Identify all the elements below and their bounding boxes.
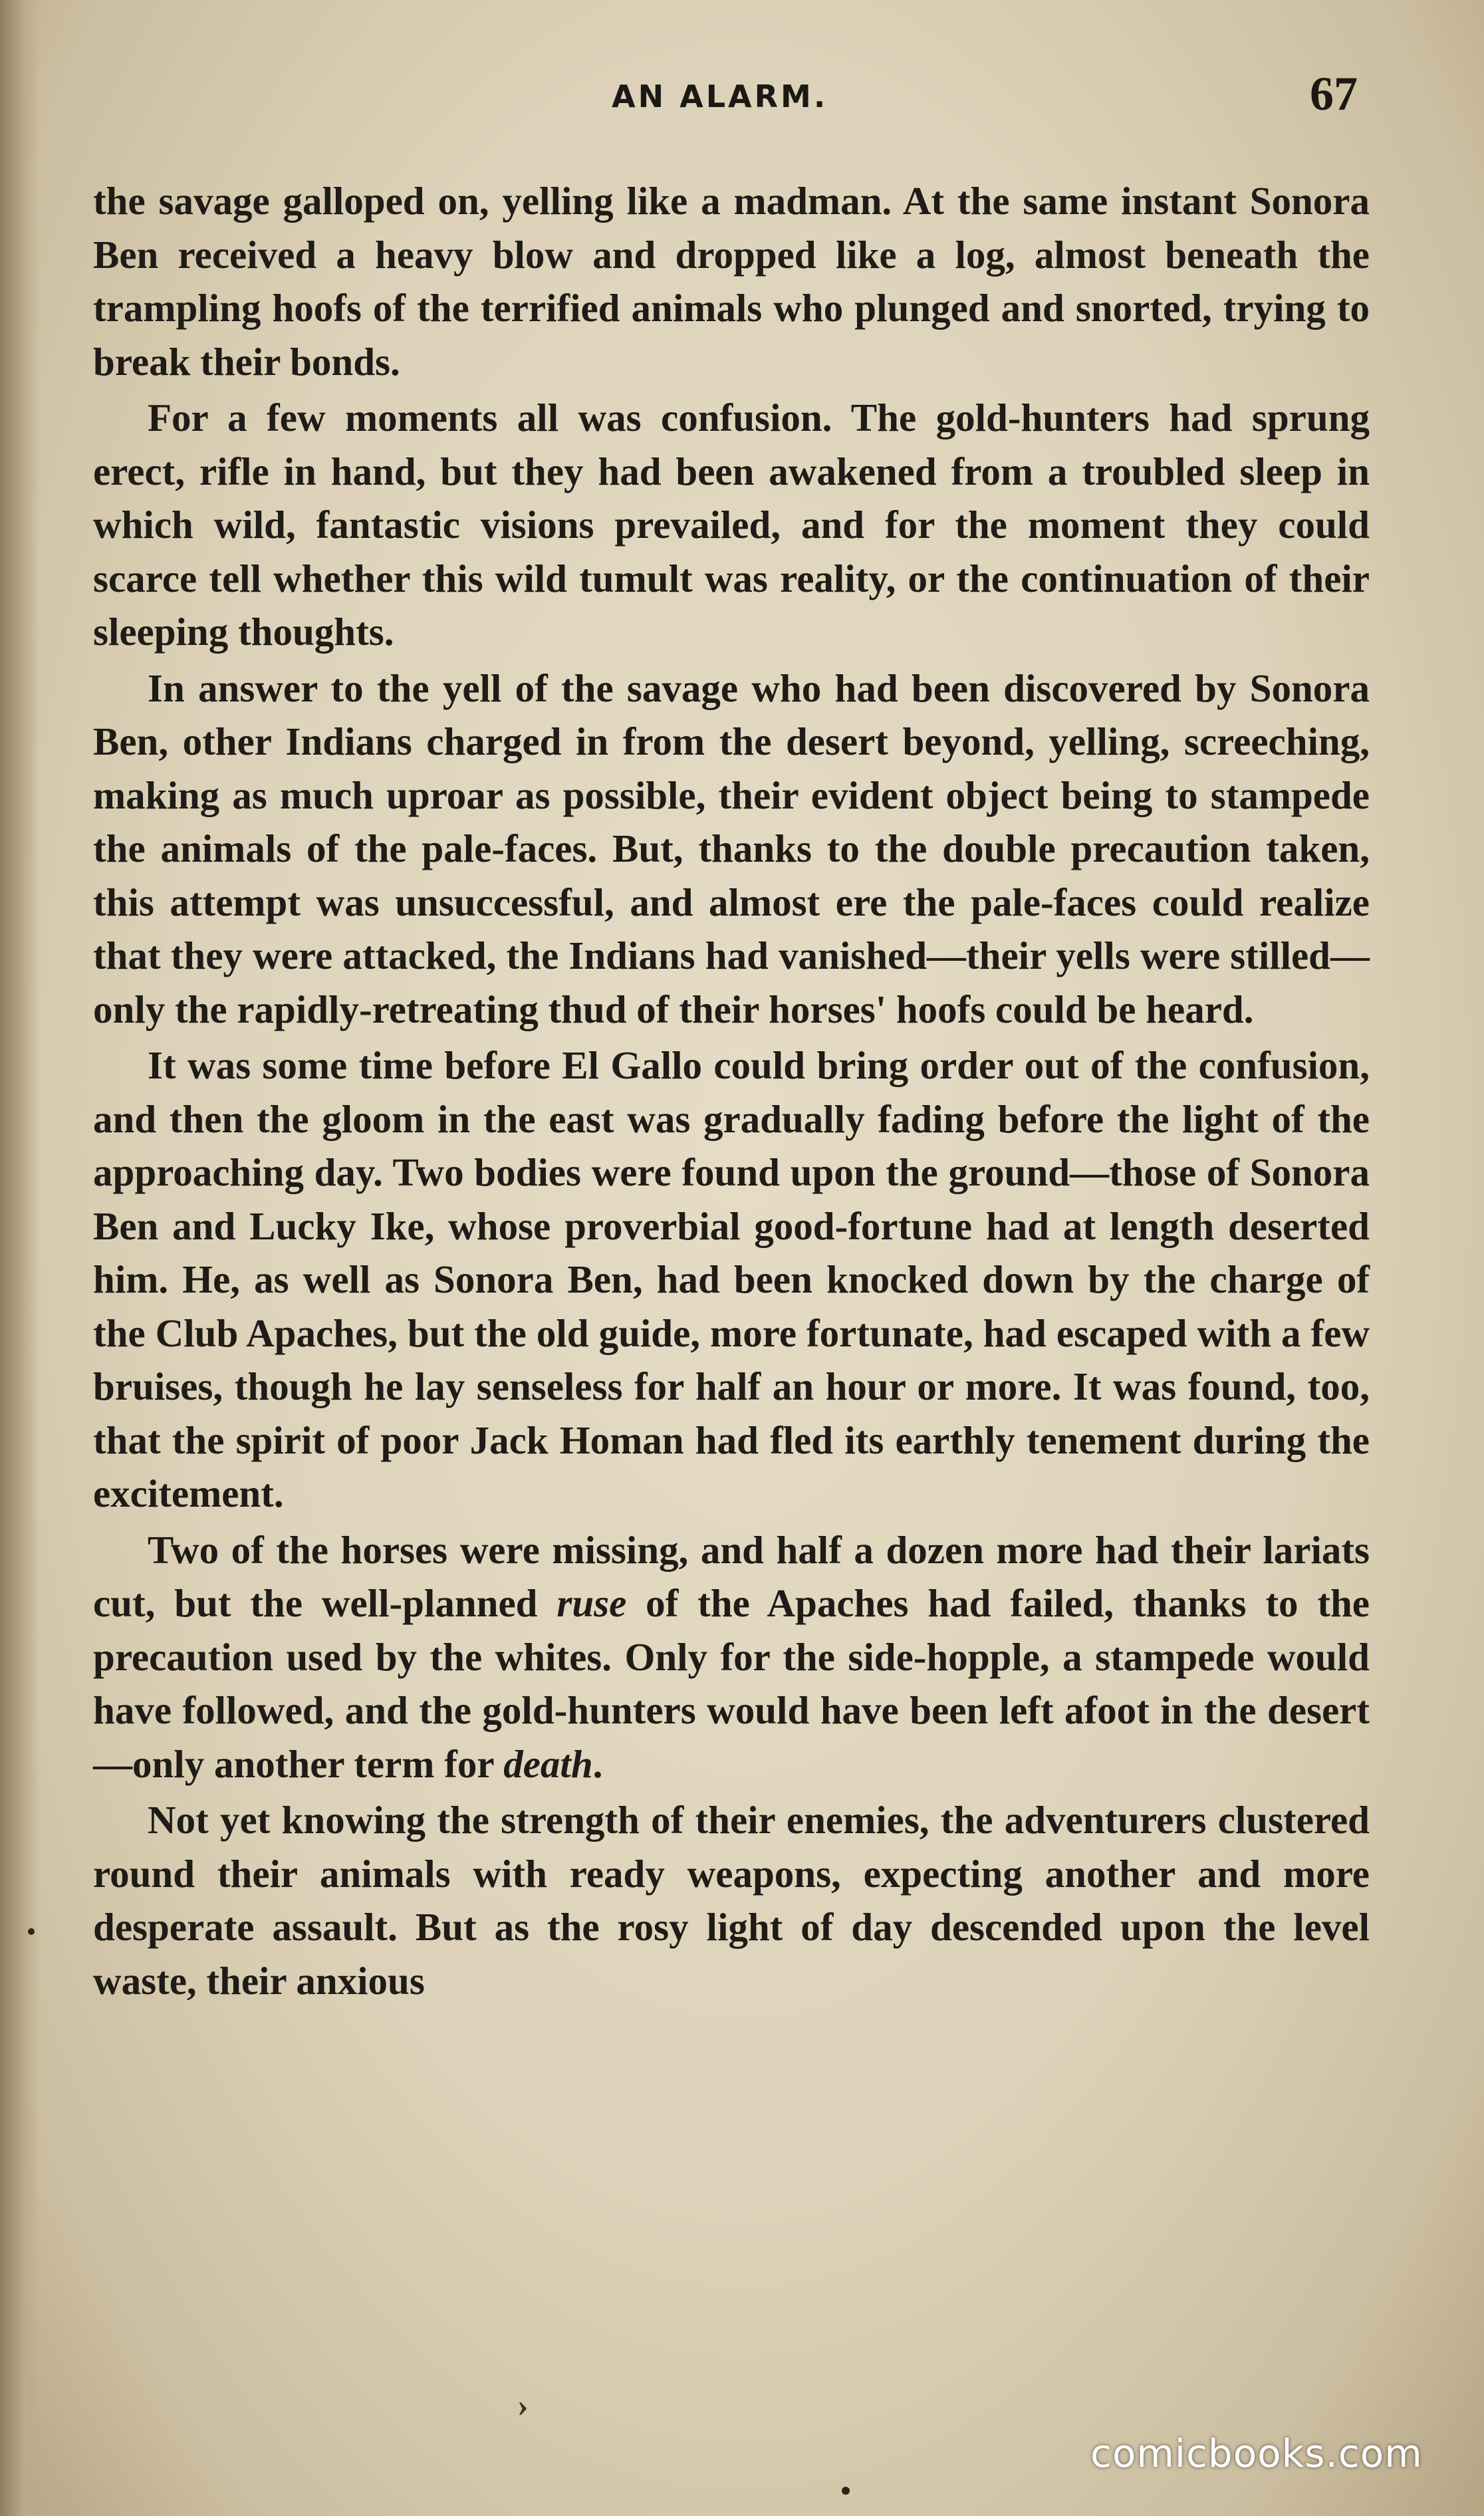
text-run: the savage galloped on, yelling like a madman. At the same instant Sonora Ben received a heavy blow and dropped like a log, almost beneath the trampling hoofs of the terrified animals who plunged and snorted, trying to break their bonds. <box>93 179 1370 384</box>
bottom-ink-dot <box>842 2487 850 2495</box>
paragraph <box>93 1039 1370 1521</box>
page-number: 67 <box>1310 67 1358 120</box>
page-gutter-shadow <box>0 0 40 2516</box>
site-watermark: comicbooks.com <box>1090 2431 1423 2476</box>
text-run: . <box>592 1741 603 1786</box>
text-run: Two of the horses were missing, and half a dozen more had their lariats cut, but the well-planned <box>93 1527 1370 1625</box>
running-head: AN ALARM. <box>612 78 828 114</box>
paragraph <box>93 391 1370 659</box>
paragraph <box>93 174 1370 388</box>
paragraph <box>93 1793 1370 2007</box>
paragraph <box>93 1523 1370 1791</box>
text-run: It was some time before El Gallo could bring order out of the confusion, and then the gloom in the east was gradually fading before the light of the approaching day. Two bodies were found upon the ground—those of Sonora Ben and Lucky Ike, whose proverbial good-fortune had at length deserted him. He, as well as Sonora Ben, had been knocked down by the charge of the Club Apaches, but the old guide, more fortunate, had escaped with a few bruises, though he lay senseless for half an hour or more. It was found, too, that the spirit of poor Jack Homan had fled its earthly tenement during the excitement. <box>93 1043 1370 1515</box>
text-run: of the Apaches had failed, thanks to the precaution used by the whites. Only for the side-hopple, a stampede would have followed, and the gold-hunters would have been left afoot in the desert—only another term for <box>93 1581 1370 1786</box>
margin-ink-dot <box>28 1928 35 1935</box>
text-run: For a few moments all was confusion. The gold-hunters had sprung erect, rifle in hand, but they had been awakened from a troubled sleep in which wild, fantastic visions prevailed, and for the moment they could scarce tell whether this wild tumult was reality, or the continuation of their sleeping thoughts. <box>93 396 1370 654</box>
paragraph <box>93 662 1370 1037</box>
text-run: Not yet knowing the strength of their enemies, the adventurers clustered round their animals with ready weapons, expecting another and more desperate assault. But as the rosy light of day descended upon the level waste, their anxious <box>93 1798 1370 2003</box>
body-text <box>93 174 1370 2010</box>
italic-run: death <box>503 1741 593 1786</box>
italic-run: ruse <box>556 1581 627 1625</box>
text-run: In answer to the yell of the savage who had been discovered by Sonora Ben, other Indians charged in from the desert beyond, yelling, screeching, making as much uproar as possible, their evident object being to stampede the animals of the pale-faces. But, thanks to the double precaution taken, this attempt was unsuccessful, and almost ere the pale-faces could realize that they were attacked, the Indians had vanished—their yells were stilled—only the rapidly-retreating thud of their horses' hoofs could be heard. <box>93 666 1370 1031</box>
page-header <box>0 66 1484 126</box>
printer-mark: › <box>517 2386 529 2424</box>
